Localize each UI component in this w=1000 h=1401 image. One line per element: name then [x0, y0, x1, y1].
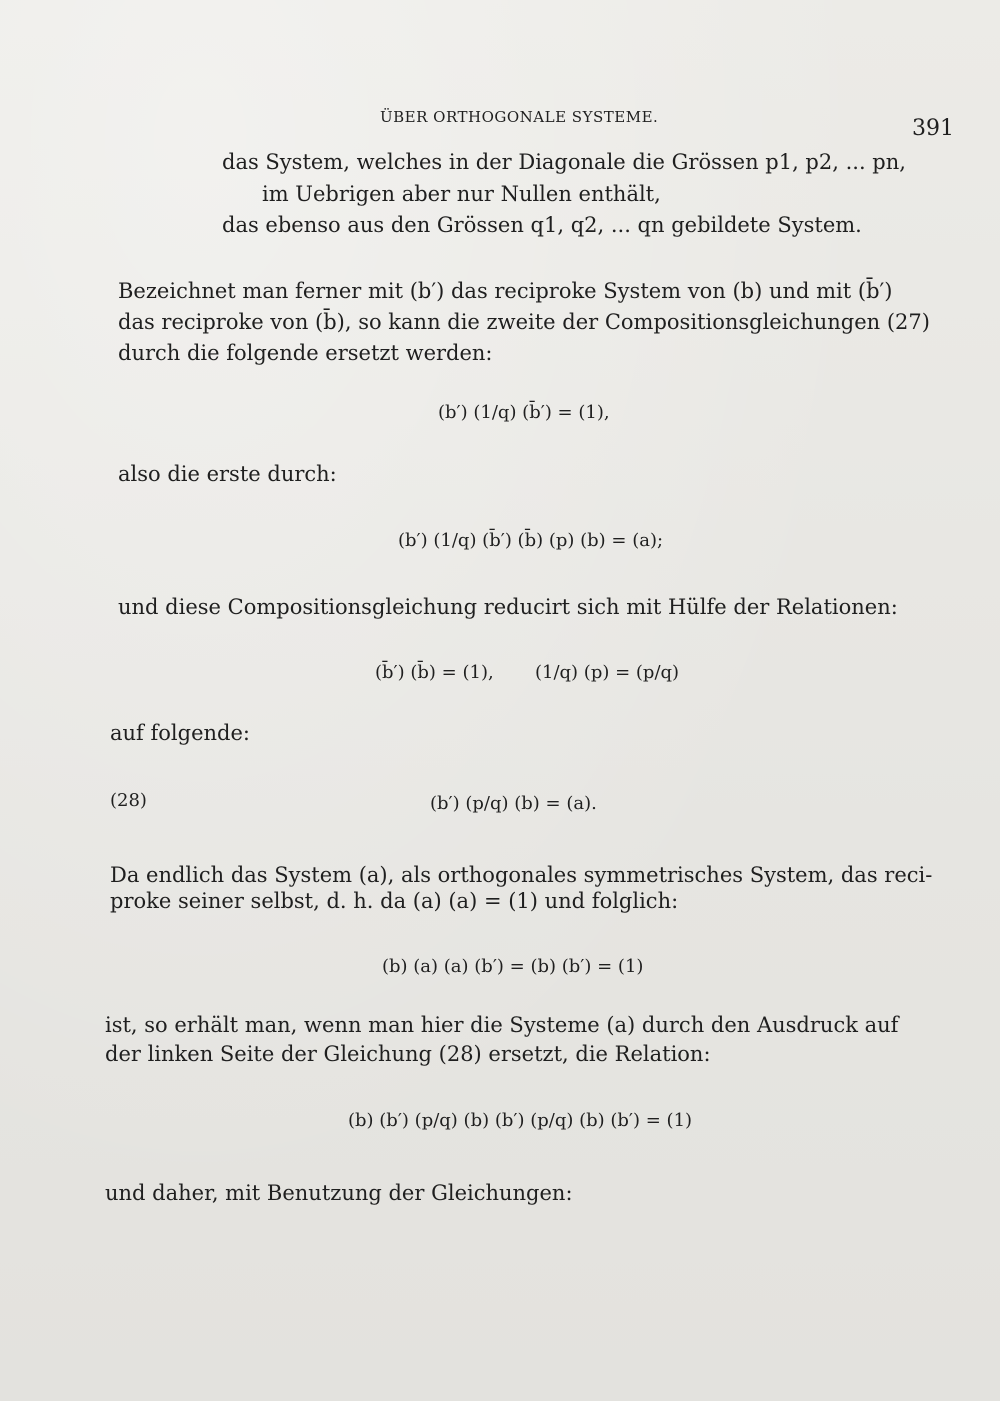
equation-28: (b′) (p/q) (b) = (a). [430, 793, 597, 814]
definition-p [222, 150, 906, 174]
equation-3a: (b̄′) (b̄) = (1), [375, 662, 494, 683]
equation-5: (b) (b′) (p/q) (b) (b′) (p/q) (b) (b′) = (1) [348, 1110, 693, 1131]
paragraph-2-line-2: proke seiner selbst, d. h. da (a) (a) = (1) und folglich: [110, 889, 679, 913]
definition-p-continuation: im Uebrigen aber nur Nullen enthält, [262, 182, 661, 206]
running-header: ÜBER ORTHOGONALE SYSTEME. [380, 108, 659, 126]
paragraph-2-line-1: Da endlich das System (a), als orthogonales symmetrisches System, das reci- [110, 863, 933, 887]
paragraph-1-line-1: Bezeichnet man ferner mit (b′) das reciproke System von (b) und mit (b̄′) [118, 279, 893, 303]
definition-q [222, 213, 862, 237]
definition-q-text: das ebenso aus den Grössen q1, q2, ... qn gebildete System. [222, 213, 862, 237]
equation-4: (b) (a) (a) (b′) = (b) (b′) = (1) [382, 956, 644, 977]
text-also: also die erste durch: [118, 462, 337, 486]
paragraph-3-line-2: der linken Seite der Gleichung (28) ersetzt, die Relation: [105, 1042, 711, 1066]
equation-1: (b′) (1/q) (b̄′) = (1), [438, 402, 610, 423]
text-auf-folgende: auf folgende: [110, 721, 250, 745]
text-final: und daher, mit Benutzung der Gleichungen: [105, 1181, 573, 1205]
definition-p-text: das System, welches in der Diagonale die Grössen p1, p2, ... pn, [222, 150, 906, 174]
equation-2: (b′) (1/q) (b̄′) (b̄) (p) (b) = (a); [398, 530, 664, 551]
paragraph-1-line-3: durch die folgende ersetzt werden: [118, 341, 493, 365]
paragraph-1-line-2: das reciproke von (b̄), so kann die zweite der Compositionsgleichungen (27) [118, 310, 930, 334]
equation-3b: (1/q) (p) = (p/q) [535, 662, 680, 683]
equation-28-label: (28) [110, 790, 147, 811]
text-relationen: und diese Compositionsgleichung reducirt sich mit Hülfe der Relationen: [118, 595, 898, 619]
paragraph-3-line-1: ist, so erhält man, wenn man hier die Systeme (a) durch den Ausdruck auf [105, 1013, 899, 1037]
page-number: 391 [912, 116, 954, 141]
